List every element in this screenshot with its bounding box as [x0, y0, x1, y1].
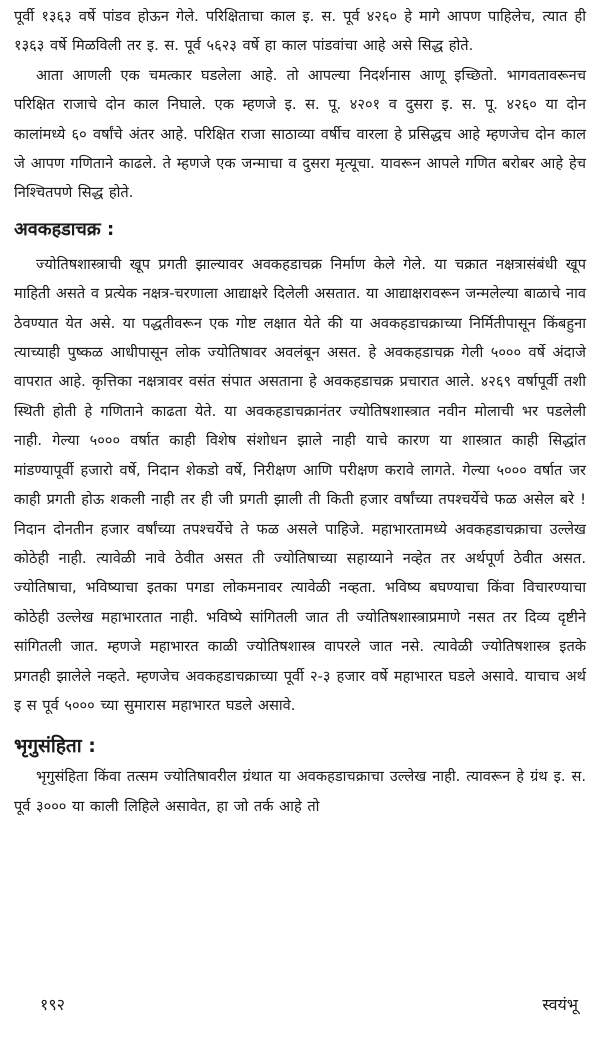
page-footer: [22, 993, 578, 1023]
book-title: स्वयंभू: [542, 995, 578, 1014]
intro-paragraph-1: पूर्वी १३६३ वर्षे पांडव होऊन गेले. परिक्षिताचा काल इ. स. पूर्व ४२६० हे मागे आपण पाहिलेच, त्यात ही १३६३ वर्षे मिळविली तर इ. स. पूर्व ५६२३ वर्षे हा काल पांडवांचा आहे असे सिद्ध होते.: [14, 8, 586, 55]
document-page: [14, 2, 586, 1042]
intro-paragraph-2: आता आणली एक चमत्कार घडलेला आहे. तो आपल्या निदर्शनास आणू इच्छितो. भागवतावरूनच परिक्षित राजाचे दोन काल निघाले. एक म्हणजे इ. स. पू. ४२०१ व दुसरा इ. स. पू. ४२६० या दोन कालांमध्ये ६० वर्षांचे अंतर आहे. परिक्षित राजा साठाव्या वर्षीच वारला हे प्रसिद्धच आहे म्हणजेच दोन काल जे आपण गणिताने काढले. ते म्हणजे एक जन्माचा व दुसरा मृत्यूचा. यावरून आपले गणित बरोबर आहे हेच निश्चितपणे सिद्ध होते.: [14, 66, 586, 202]
section-heading-avakahada: अवकहडाचक्र :: [14, 218, 115, 240]
bhrigu-paragraph: भृगुसंहिता किंवा तत्सम ज्योतिषावरील ग्रंथात या अवकहडाचक्राचा उल्लेख नाही. त्यावरून हे ग्रंथ इ. स. पूर्व ३००० या काली लिहिले असावेत, हा जो तर्क आहे तो: [14, 768, 586, 815]
page-number: १९२: [40, 995, 65, 1014]
avakahada-paragraph: ज्योतिषशास्त्राची खूप प्रगती झाल्यावर अवकहडाचक्र निर्माण केले गेले. या चक्रात नक्षत्रासंबंधी खूप माहिती असते व प्रत्येक नक्षत्र-चरणाला आद्याक्षरे दिलेली असतात. या आद्याक्षरावरून जन्मलेल्या बाळाचे नाव ठेवण्यात येत असे. या पद्धतीवरून एक गोष्ट लक्षात येते की या अवकहडाचक्राच्या निर्मितीपासून किंबहुना त्याच्याही पुष्कळ आधीपासून लोक ज्योतिषावर अवलंबून असत. हे अवकहडाचक्र गेली ५००० वर्षे अंदाजे वापरात आहे. कृत्तिका नक्षत्रावर वसंत संपात असताना हे अवकहडाचक्र प्रचारात आले. ४२६९ वर्षापूर्वी तशी स्थिती होती हे गणिताने काढता येते. या अवकहडाचक्रानंतर ज्योतिषशास्त्रात नवीन मोलाची भर पडलेली नाही. गेल्या ५००० वर्षात काही विशेष संशोधन झाले नाही याचे कारण या शास्त्रात काही सिद्धांत मांडण्यापूर्वी हजारो वर्षे, निदान शेकडो वर्षे, निरीक्षण आणि परीक्षण करावे लागते. गेल्या ५००० वर्षात जर काही प्रगती होऊ शकली नाही तर ही जी प्रगती झाली ती किती हजार वर्षांच्या तपश्चर्येचे फळ असेल बरे ! निदान दोनतीन हजार वर्षांच्या तपश्चर्येचे ते फळ असले पाहिजे. महाभारतामध्ये अवकहडाचक्राचा उल्लेख कोठेही नाही. त्यावेळी नावे ठेवीत असत ती ज्योतिषाच्या सहाय्याने नव्हेत तर अर्थपूर्ण ठेवीत असत. ज्योतिषाचा, भविष्याचा इतका पगडा लोकमनावर त्यावेळी नव्हता. भविष्य बघण्याचा किंवा विचारण्याचा कोठेही उल्लेख महाभारतात नाही. भविष्ये सांगितली जात ती ज्योतिषशास्त्राप्रमाणे नसत तर दिव्य दृष्टीने सांगितली जात. म्हणजे महाभारत काळी ज्योतिषशास्त्र वापरले जात नसे. त्यावेळी ज्योतिषशास्त्र इतके प्रगतही झालेले नव्हते. म्हणजेच अवकहडाचक्राच्या पूर्वी २-३ हजार वर्षे महाभारत घडले असावे. याचाच अर्थ इ स पूर्व ५००० च्या सुमारास महाभारत घडले असावे.: [14, 255, 586, 714]
section-heading-bhrigu: भृगुसंहिता :: [14, 735, 96, 758]
